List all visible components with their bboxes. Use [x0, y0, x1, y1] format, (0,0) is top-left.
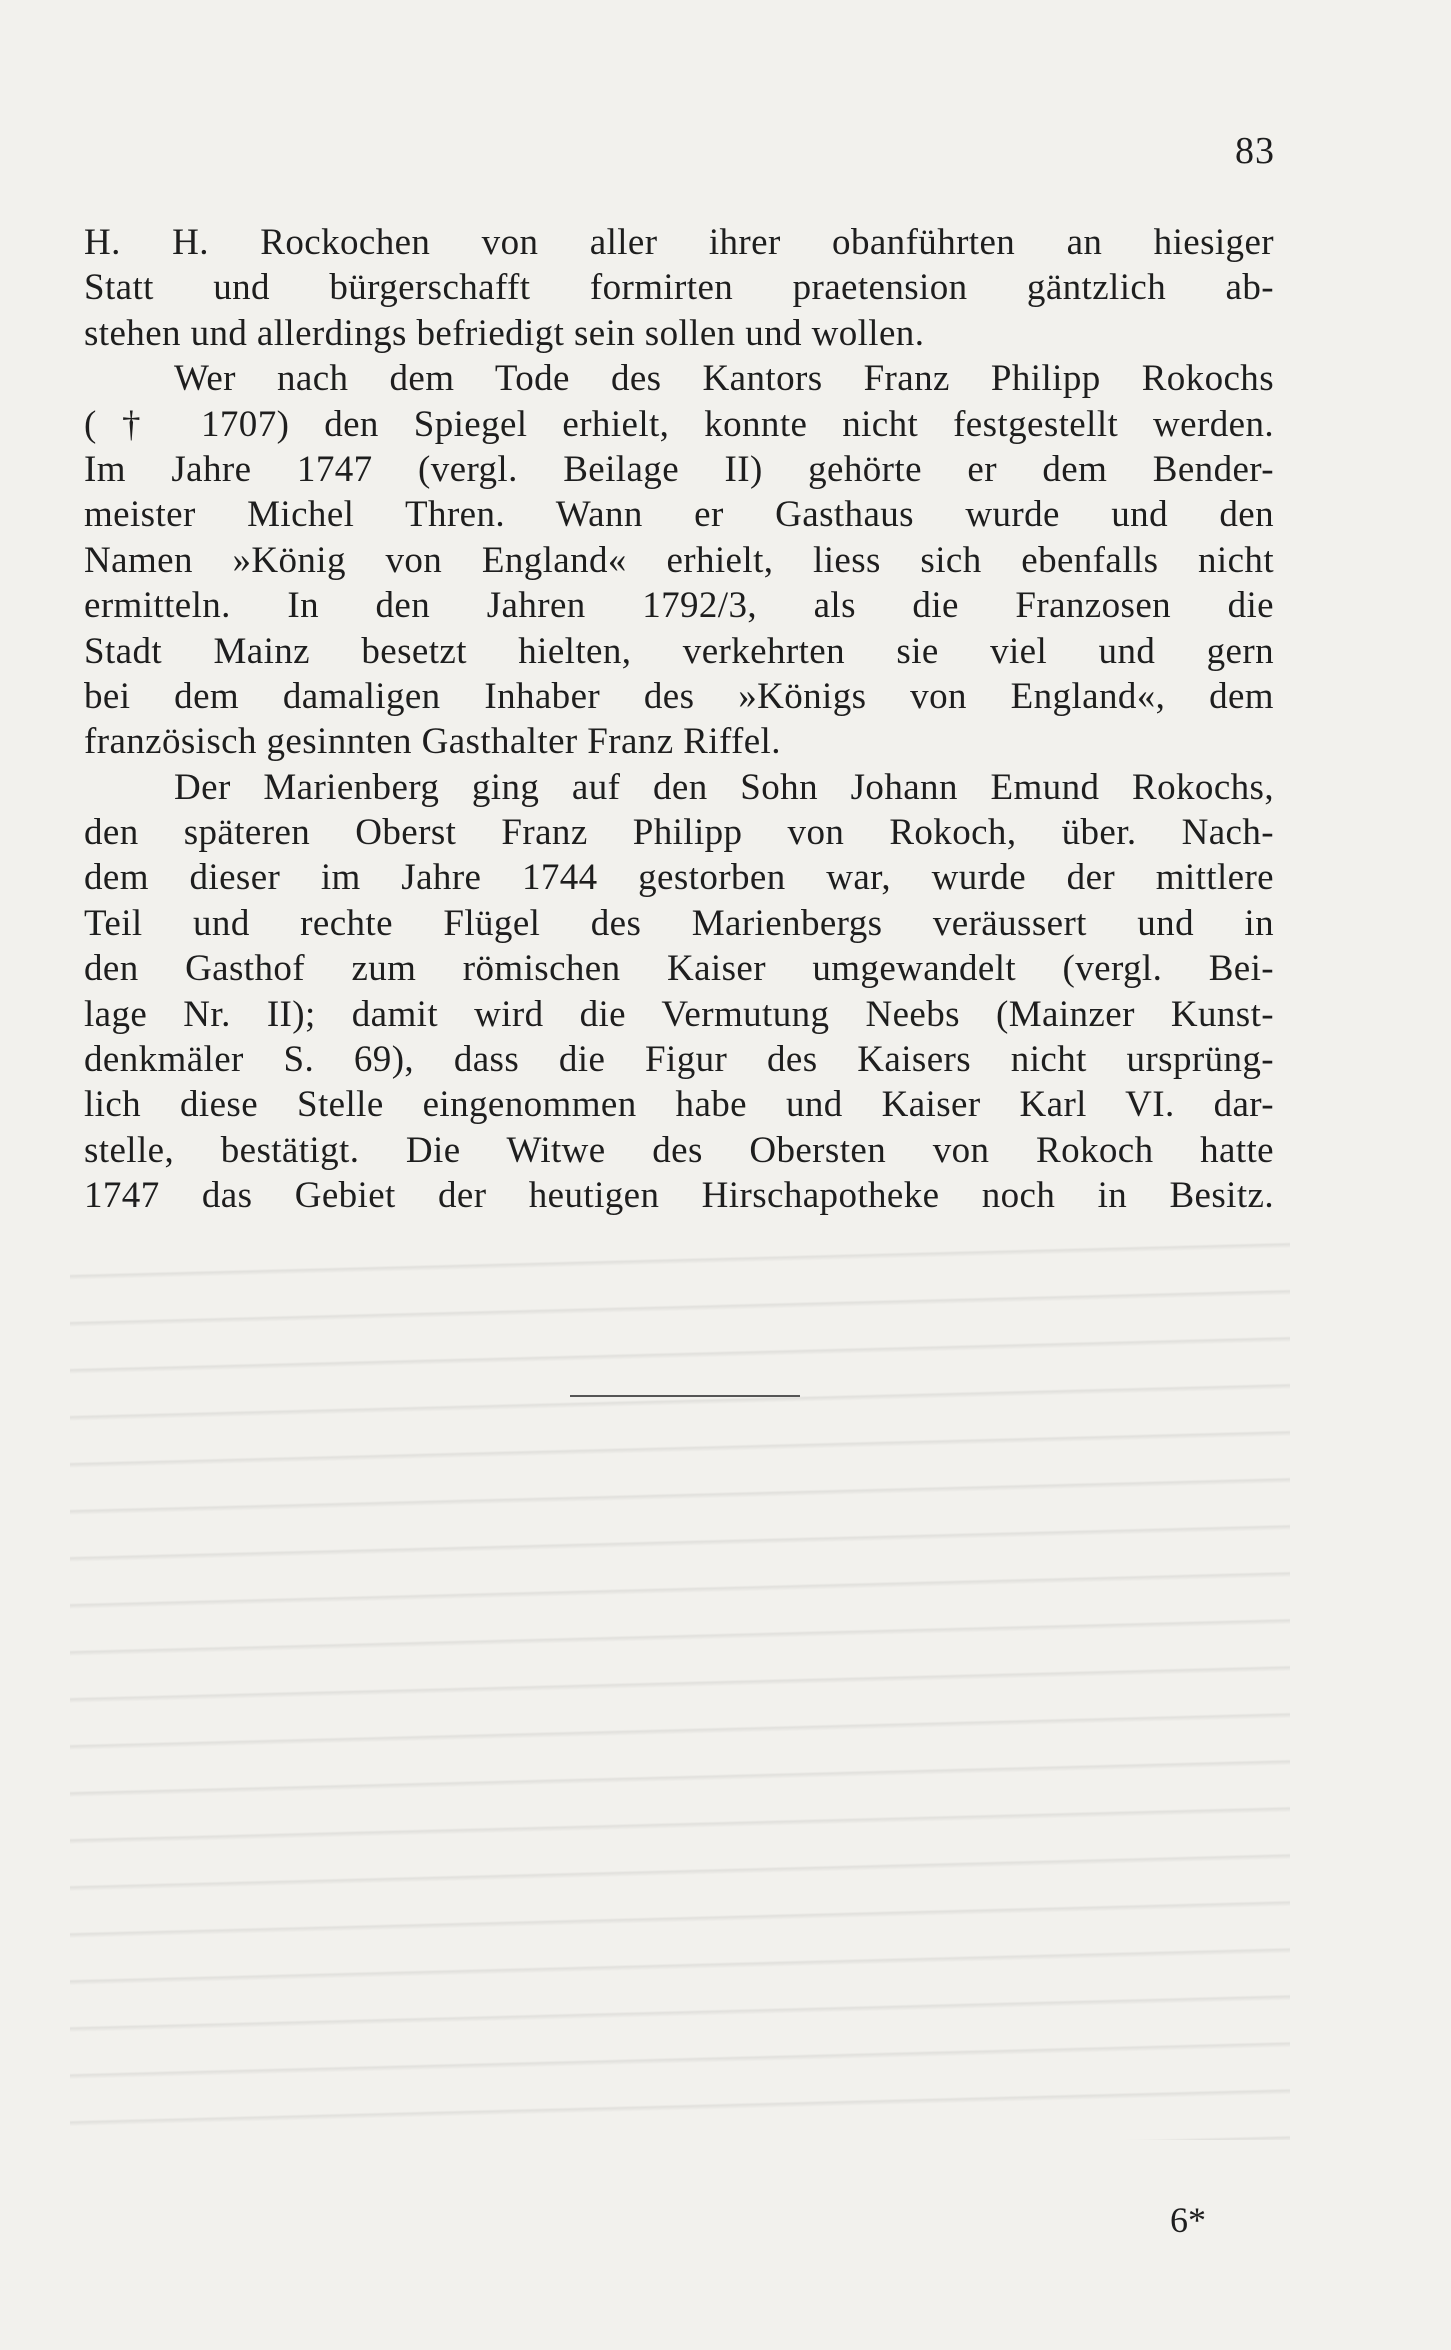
text-line: denkmäler S. 69), dass die Figur des Kaisers nicht ursprüng- [84, 1039, 1274, 1081]
text-line: bei dem damaligen Inhaber des »Königs von England«, dem [84, 675, 1274, 717]
text-line: dem dieser im Jahre 1744 gestorben war, wurde der mittlere [84, 857, 1274, 899]
text-line: 1747 das Gebiet der heutigen Hirschapotheke noch in Besitz. [84, 1175, 1274, 1217]
text-line: stehen und allerdings befriedigt sein sollen und wollen. [84, 312, 925, 354]
text-line: († 1707) den Spiegel erhielt, konnte nicht festgestellt werden. [84, 403, 1274, 445]
text-line: Statt und bürgerschafft formirten praetension gäntzlich ab- [84, 267, 1274, 309]
signature-mark: 6* [1170, 2200, 1206, 2240]
text-line: den Gasthof zum römischen Kaiser umgewandelt (vergl. Bei- [84, 948, 1274, 990]
text-line: den späteren Oberst Franz Philipp von Rokoch, über. Nach- [84, 812, 1274, 854]
body-text [84, 220, 1274, 1219]
text-line: Stadt Mainz besetzt hielten, verkehrten sie viel und gern [84, 630, 1274, 672]
text-line: Teil und rechte Flügel des Marienbergs veräussert und in [84, 902, 1274, 944]
footnote-separator [570, 1395, 800, 1397]
text-line: Namen »König von England« erhielt, liess sich ebenfalls nicht [84, 539, 1274, 581]
text-line: französisch gesinnten Gasthalter Franz Riffel. [84, 721, 781, 763]
show-through-texture [70, 1240, 1290, 2140]
text-line: Im Jahre 1747 (vergl. Beilage II) gehörte er dem Bender- [84, 448, 1274, 490]
text-line: ermitteln. In den Jahren 1792/3, als die Franzosen die [84, 585, 1274, 627]
text-line: meister Michel Thren. Wann er Gasthaus wurde und den [84, 494, 1274, 536]
text-line: lage Nr. II); damit wird die Vermutung Neebs (Mainzer Kunst- [84, 993, 1274, 1035]
text-line: Wer nach dem Tode des Kantors Franz Philipp Rokochs [174, 358, 1274, 400]
text-line: Der Marienberg ging auf den Sohn Johann Emund Rokochs, [174, 766, 1274, 808]
text-line: lich diese Stelle eingenommen habe und Kaiser Karl VI. dar- [84, 1084, 1274, 1126]
text-line: stelle, bestätigt. Die Witwe des Obersten von Rokoch hatte [84, 1129, 1274, 1171]
text-line: H. H. Rockochen von aller ihrer obanführten an hiesiger [84, 222, 1274, 263]
page-number: 83 [1235, 130, 1275, 172]
